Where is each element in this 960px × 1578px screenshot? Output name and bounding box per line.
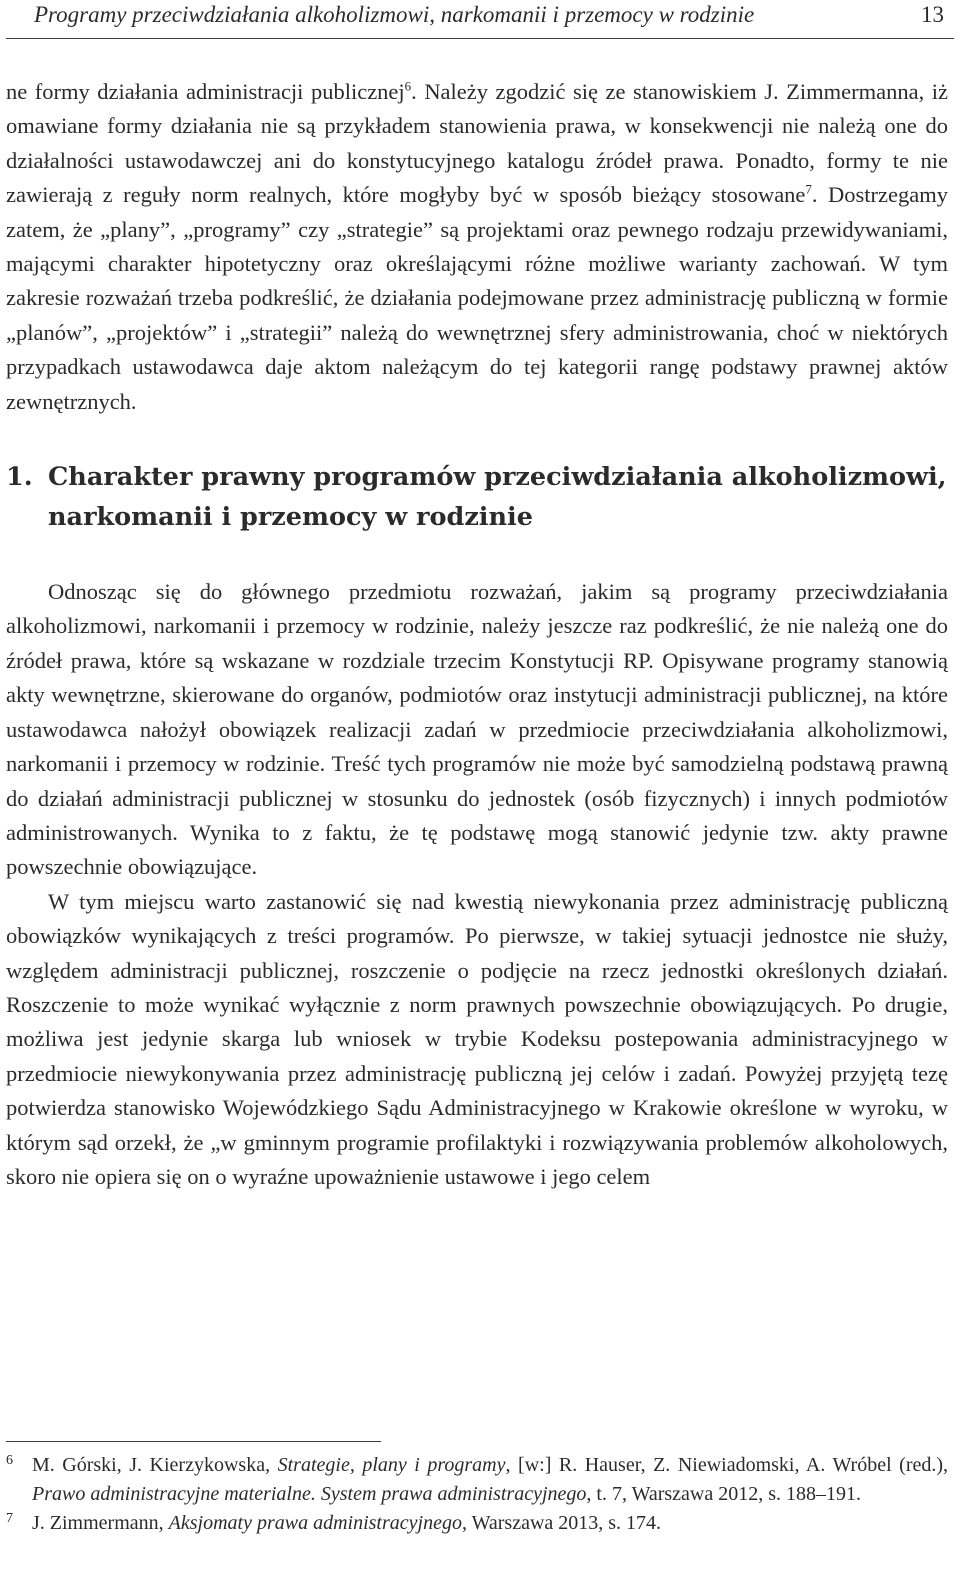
footnote-authors: J. Zimmermann,	[32, 1512, 169, 1534]
paragraph-3: W tym miejscu warto zastanowić się nad kwestią niewykonania przez administrację publiczną obowiązków wynikających z treści programów. Po pierwsze, w takiej sytuacji jednostce nie służy, względem administracji publicznej, roszczenie o podjęcie na rzecz jednostki określonych działań. Roszczenie to może wynikać wyłącznie z norm prawnych powszechnie obowiązujących. Po drugie, możliwa jest jedynie skarga lub wniosek w trybie Kodeksu postepowania administracyjnego w przedmiocie niewykonywania przez administrację publiczną jej celów i zadań. Powyżej przyjętą tezę potwierdza stanowisko Wojewódzkiego Sądu Administracyjnego w Krakowie określone w wyroku, w którym sąd orzekł, że „w gminnym programie profilaktyki i rozwiązywania problemów alkoholowych, skoro nie opiera się on o wyraźne upoważnienie ustawowe i jego celem	[6, 888, 948, 1189]
footnote-tail: , t. 7, Warszawa 2012, s. 188–191.	[586, 1483, 862, 1505]
page-number: 13	[921, 2, 944, 27]
footnote-6	[6, 1451, 948, 1509]
section-heading	[6, 457, 948, 537]
header-rule	[6, 38, 954, 39]
paragraph-1-text-a: ne formy działania administracji publicznej	[6, 79, 405, 104]
footnote-middle: , [w:] R. Hauser, Z. Niewiadomski, A. Wróbel (red.),	[505, 1454, 949, 1476]
footnote-title-2: Prawo administracyjne materialne. System prawa administracyjnego	[32, 1483, 587, 1505]
footnote-text	[32, 1509, 948, 1538]
running-title: Programy przeciwdziałania alkoholizmowi, narkomanii i przemocy w rodzinie	[34, 2, 755, 27]
footnote-separator	[6, 1441, 381, 1442]
paragraph-1-text-c: . Dostrzegamy zatem, że „plany”, „programy” czy „strategie” są projektami oraz pewnego rodzaju przewidywaniami, mającymi charakter hipotetyczny oraz określającymi różne możliwe warianty zachowań. W tym zakresie rozważań trzeba podkreślić, że działania podejmowane przez administrację publiczną w formie „planów”, „projektów” i „strategii” należą do wewnętrznej sfery administrowania, choć w niektórych przypadkach ustawodawca daje aktom należącym do tej kategorii rangę podstawy prawnej aktów zewnętrznych.	[6, 182, 948, 414]
section-title: Charakter prawny programów przeciwdziałania alkoholizmowi, narkomanii i przemocy w rodzinie	[48, 462, 947, 533]
section-number: 1.	[6, 462, 33, 493]
main-text	[6, 75, 948, 1194]
footnote-ref-7[interactable]: 7	[805, 181, 812, 197]
paragraph-1	[6, 75, 948, 419]
footnote-number: 6	[6, 1453, 13, 1468]
footnote-number: 7	[6, 1511, 13, 1526]
footnote-authors: M. Górski, J. Kierzykowska,	[32, 1454, 278, 1476]
footnote-7	[6, 1509, 948, 1538]
footnote-text	[32, 1451, 948, 1509]
footnote-tail: , Warszawa 2013, s. 174.	[461, 1512, 662, 1534]
paragraph-2: Odnosząc się do głównego przedmiotu rozważań, jakim są programy przeciwdziałania alkoholizmowi, narkomanii i przemocy w rodzinie, należy jeszcze raz podkreślić, że nie należą one do źródeł prawa, które są wskazane w rozdziale trzecim Konstytucji RP. Opisywane programy stanowią akty wewnętrzne, skierowane do organów, podmiotów oraz instytucji administracji publicznej, na które ustawodawca nałożył obowiązek realizacji zadań w przedmiocie przeciwdziałania alkoholizmowi, narkomanii i przemocy w rodzinie. Treść tych programów nie może być samodzielną podstawą prawną do działań administracji publicznej w stosunku do jednostek (osób fizycznych) i innych podmiotów administrowanych. Wynika to z faktu, że tę podstawę mogą stanowić jedynie tzw. akty prawne powszechnie obowiązujące.	[6, 579, 948, 880]
footnote-ref-6[interactable]: 6	[404, 78, 412, 94]
running-header	[0, 0, 960, 42]
footnote-title: Aksjomaty prawa administracyjnego	[168, 1512, 462, 1534]
paragraph-1-text-b: . Należy zgodzić się ze stanowiskiem J. Zimmermanna, iż omawiane formy działania nie są przykładem stanowienia prawa, w konsekwencji nie należą one do działalności ustawodawczej ani do konstytucyjnego katalogu źródeł prawa. Ponadto, formy te nie zawierają z reguły norm realnych, które mogłyby być w sposób bieżący stosowane	[6, 79, 948, 208]
footnote-title: Strategie, plany i programy	[277, 1454, 506, 1476]
footnotes	[6, 1451, 948, 1538]
